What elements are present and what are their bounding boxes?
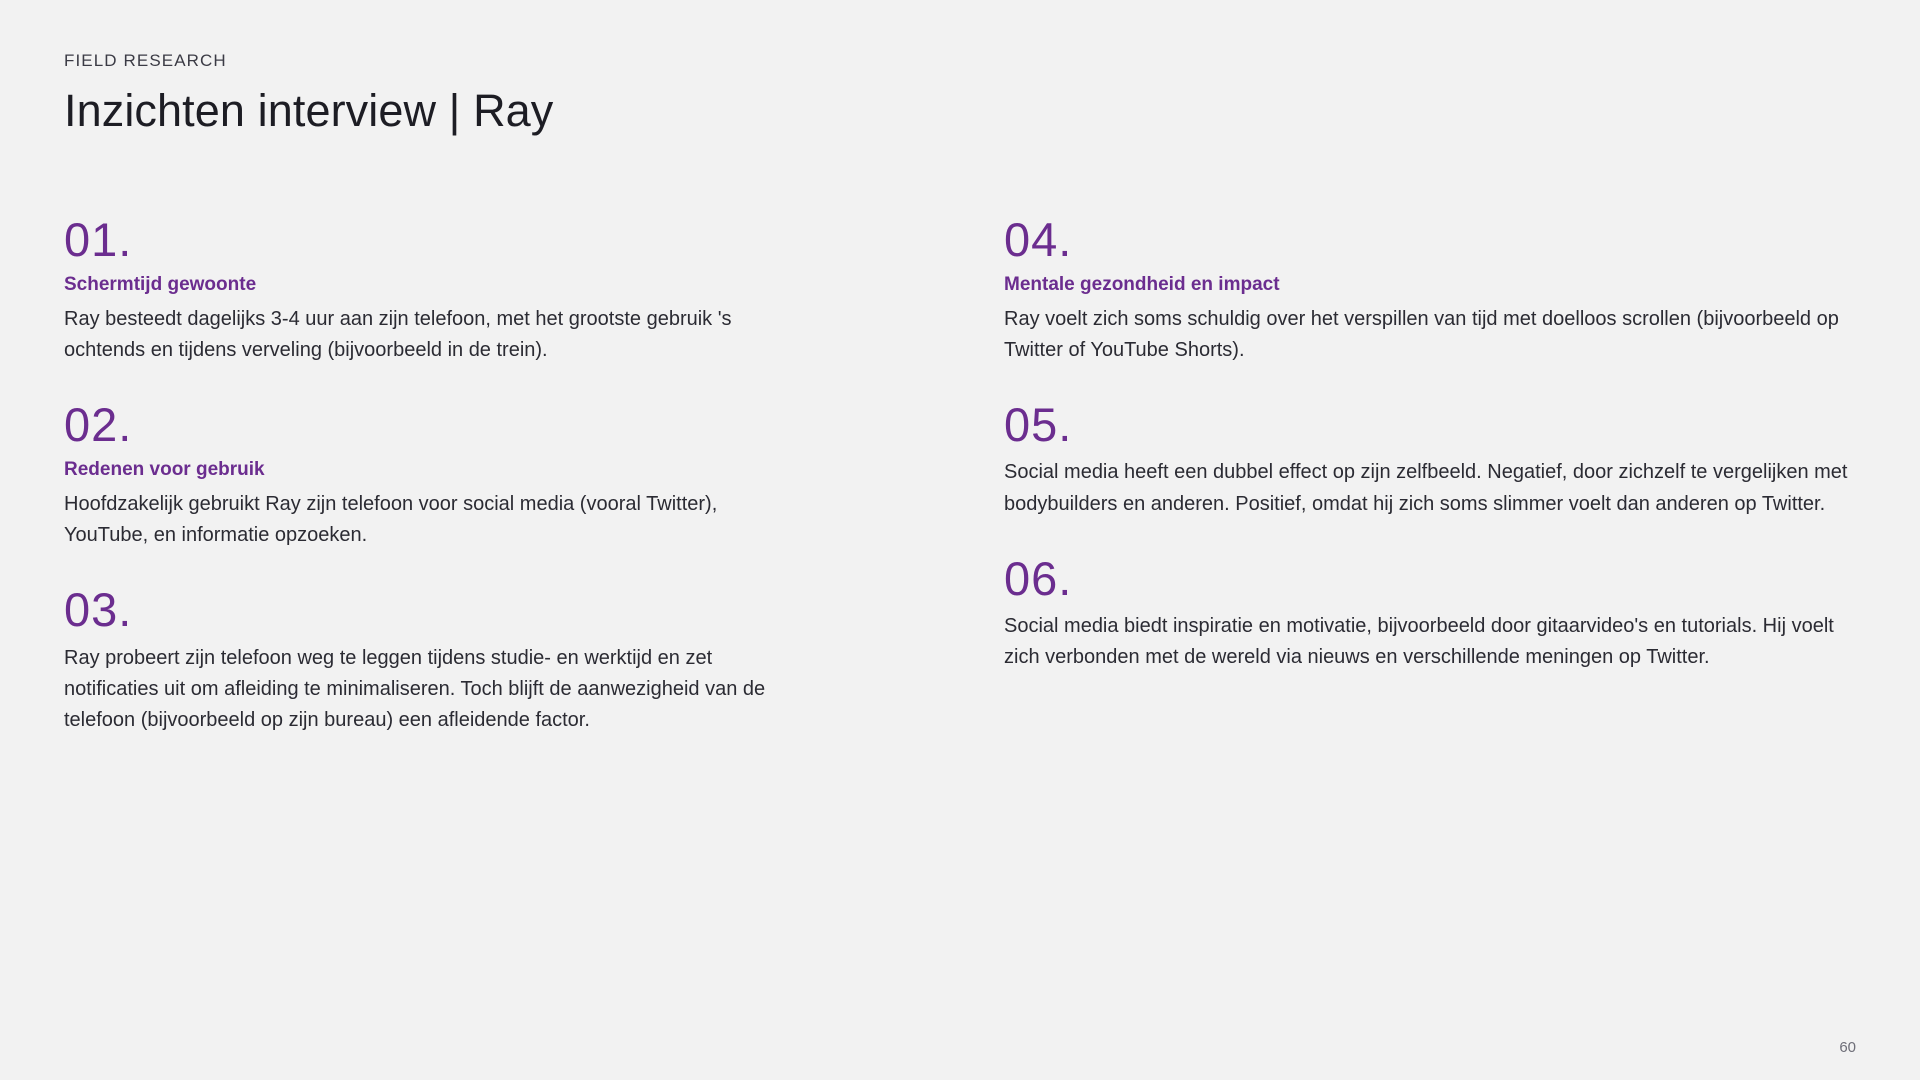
insight-heading: Mentale gezondheid en impact [1004, 274, 1280, 296]
insight-body: Social media biedt inspiratie en motivatie, bijvoorbeeld door gitaarvideo's en tutorials. Hij voelt zich verbonden met de wereld via nieuws en verschillende meningen op Twitter. [1004, 615, 1834, 669]
insights-column-left [64, 212, 924, 771]
insight-number: 03. [64, 583, 133, 637]
insight-body: Hoofdzakelijk gebruikt Ray zijn telefoon voor social media (vooral Twitter), YouTube, en informatie opzoeken. [64, 493, 718, 547]
insight-number: 05. [1004, 398, 1073, 452]
insights-columns [64, 212, 1856, 771]
page-title: Inzichten interview | Ray [64, 85, 554, 136]
insight-heading: Redenen voor gebruik [64, 459, 265, 481]
insight-body: Ray voelt zich soms schuldig over het verspillen van tijd met doelloos scrollen (bijvoorbeeld op Twitter of YouTube Shorts). [1004, 307, 1839, 361]
insight-number: 01. [64, 212, 133, 266]
insight-item [1004, 212, 1864, 366]
slide-eyebrow: FIELD RESEARCH [64, 51, 227, 70]
insight-item [64, 400, 924, 551]
insight-item [64, 212, 924, 366]
insight-number: 04. [1004, 212, 1073, 266]
insight-body: Social media heeft een dubbel effect op zijn zelfbeeld. Negatief, door zichzelf te vergelijken met bodybuilders en anderen. Positief, omdat hij zich soms slimmer voelt dan anderen op Twitter. [1004, 461, 1848, 515]
insight-body: Ray besteedt dagelijks 3-4 uur aan zijn telefoon, met het grootste gebruik 's ochtends en tijdens verveling (bijvoorbeeld in de trein). [64, 307, 732, 361]
insight-heading: Schermtijd gewoonte [64, 274, 257, 296]
insight-item [1004, 400, 1864, 520]
page-number: 60 [1839, 1039, 1856, 1056]
insight-item [1004, 551, 1864, 674]
insight-number: 06. [1004, 551, 1073, 605]
insight-item [64, 585, 924, 736]
insight-body: Ray probeert zijn telefoon weg te leggen tijdens studie- en werktijd en zet notificaties uit om afleiding te minimaliseren. Toch blijft de aanwezigheid van de telefoon (bijvoorbeeld op zijn bureau) een afleidende factor. [64, 646, 766, 732]
insight-number: 02. [64, 398, 133, 452]
insights-column-right [1004, 212, 1864, 771]
